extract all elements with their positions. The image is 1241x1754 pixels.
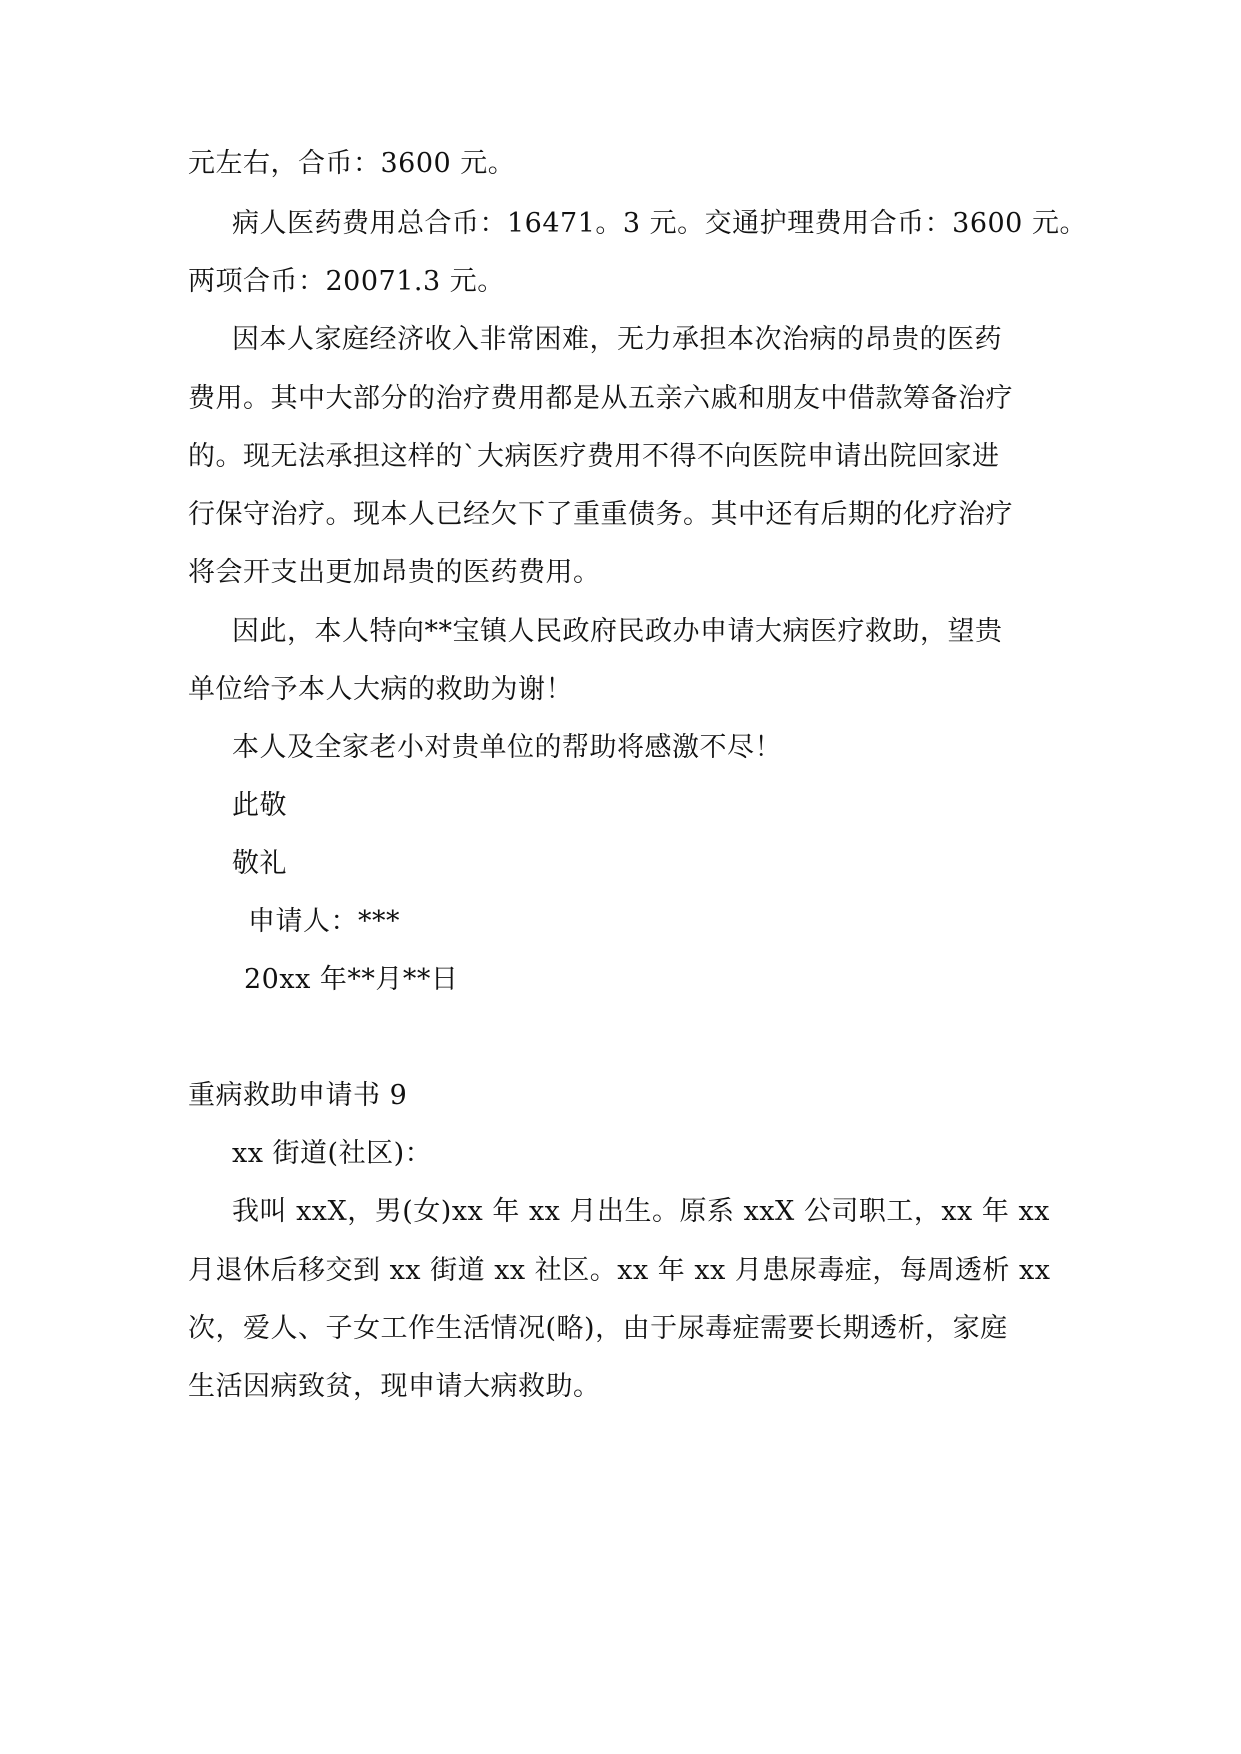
text-line: 本人及全家老小对贵单位的帮助将感激不尽！ (232, 732, 782, 763)
text-line: 生活因病致贫，现申请大病救助。 (188, 1371, 601, 1402)
text-line: 元左右，合币：3600 元。 (188, 148, 516, 179)
text-line: 因本人家庭经济收入非常困难，无力承担本次治病的昂贵的医药 (232, 324, 1002, 355)
text-line: 的。现无法承担这样的`大病医疗费用不得不向医院申请出院回家进 (188, 441, 1000, 472)
section-title: 重病救助申请书 9 (188, 1080, 408, 1111)
text-line: 费用。其中大部分的治疗费用都是从五亲六戚和朋友中借款筹备治疗 (188, 383, 1013, 414)
text-line: 次，爱人、子女工作生活情况(略)，由于尿毒症需要长期透析，家庭 (188, 1313, 1008, 1344)
applicant-signature: 申请人：*** (248, 906, 400, 937)
text-line: 月退休后移交到 xx 街道 xx 社区。xx 年 xx 月患尿毒症，每周透析 xx (188, 1255, 1051, 1286)
text-line: 单位给予本人大病的救助为谢！ (188, 674, 573, 705)
text-line: 因此，本人特向**宝镇人民政府民政办申请大病医疗救助，望贵 (232, 616, 1003, 647)
text-line: 病人医药费用总合币：16471。3 元。交通护理费用合币：3600 元。 (232, 208, 1087, 239)
signature-date: 20xx 年**月**日 (244, 964, 459, 995)
text-line: 我叫 xxX，男(女)xx 年 xx 月出生。原系 xxX 公司职工，xx 年 xx (232, 1196, 1050, 1227)
closing-line: 此敬 (232, 790, 287, 821)
closing-line: 敬礼 (232, 848, 287, 879)
text-line: 将会开支出更加昂贵的医药费用。 (188, 557, 601, 588)
salutation: xx 街道(社区)： (232, 1138, 433, 1169)
text-line: 行保守治疗。现本人已经欠下了重重债务。其中还有后期的化疗治疗 (188, 499, 1013, 530)
text-line: 两项合币：20071.3 元。 (188, 266, 505, 297)
